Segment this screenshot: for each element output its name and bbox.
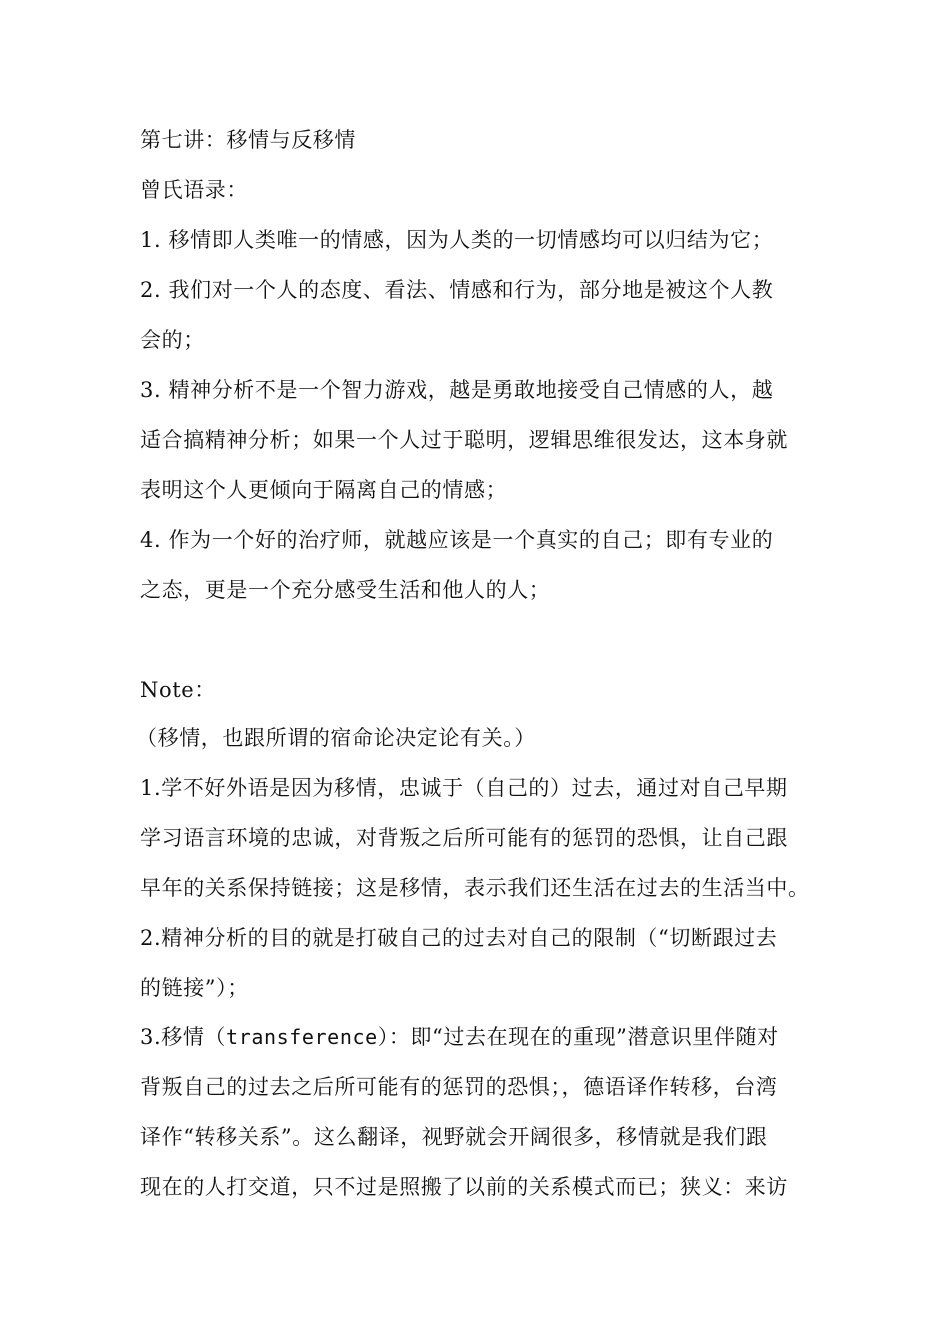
quote-4-line-1: 4. 作为一个好的治疗师，就越应该是一个真实的自己；即有专业的 [140, 528, 774, 552]
quote-4-line-2: 之态，更是一个充分感受生活和他人的人； [140, 578, 551, 602]
quote-3-line-1: 3. 精神分析不是一个智力游戏，越是勇敢地接受自己情感的人，越 [140, 378, 774, 402]
note-1-line-1: 1.学不好外语是因为移情，忠诚于（自己的）过去，通过对自己早期 [140, 776, 788, 800]
note-3-line-1 [140, 1022, 830, 1052]
note-heading: Note： [140, 678, 216, 702]
note-3-term: transference [226, 1025, 378, 1049]
quote-3-line-2: 适合搞精神分析；如果一个人过于聪明，逻辑思维很发达，这本身就 [140, 428, 788, 452]
lecture-title: 第七讲：移情与反移情 [140, 128, 356, 152]
quote-2-line-1: 2. 我们对一个人的态度、看法、情感和行为，部分地是被这个人教 [140, 278, 774, 302]
quote-2-line-2: 会的； [140, 328, 205, 352]
note-3-line-4: 现在的人打交道，只不过是照搬了以前的关系模式而已；狭义：来访 [140, 1175, 788, 1199]
note-2-line-2: 的链接”）； [140, 976, 249, 1000]
quotes-heading: 曾氏语录： [140, 178, 248, 202]
quote-3-line-3: 表明这个人更倾向于隔离自己的情感； [140, 478, 508, 502]
note-intro: （移情，也跟所谓的宿命论决定论有关。） [136, 726, 536, 750]
note-2-line-1: 2.精神分析的目的就是打破自己的过去对自己的限制（“切断跟过去 [140, 926, 778, 950]
note-3-line-2: 背叛自己的过去之后所可能有的惩罚的恐惧；，德语译作转移，台湾 [140, 1075, 778, 1099]
note-1-line-3: 早年的关系保持链接；这是移情，表示我们还生活在过去的生活当中。 [140, 876, 810, 900]
note-3-suffix: ）：即“过去在现在的重现”潜意识里伴随对 [377, 1025, 779, 1049]
note-3-line-3: 译作“转移关系”。这么翻译，视野就会开阔很多，移情就是我们跟 [140, 1125, 768, 1149]
note-3-prefix: 3.移情（ [140, 1025, 227, 1049]
quote-1-line-1: 1. 移情即人类唯一的情感，因为人类的一切情感均可以归结为它； [140, 228, 774, 252]
note-1-line-2: 学习语言环境的忠诚，对背叛之后所可能有的惩罚的恐惧，让自己跟 [140, 826, 788, 850]
